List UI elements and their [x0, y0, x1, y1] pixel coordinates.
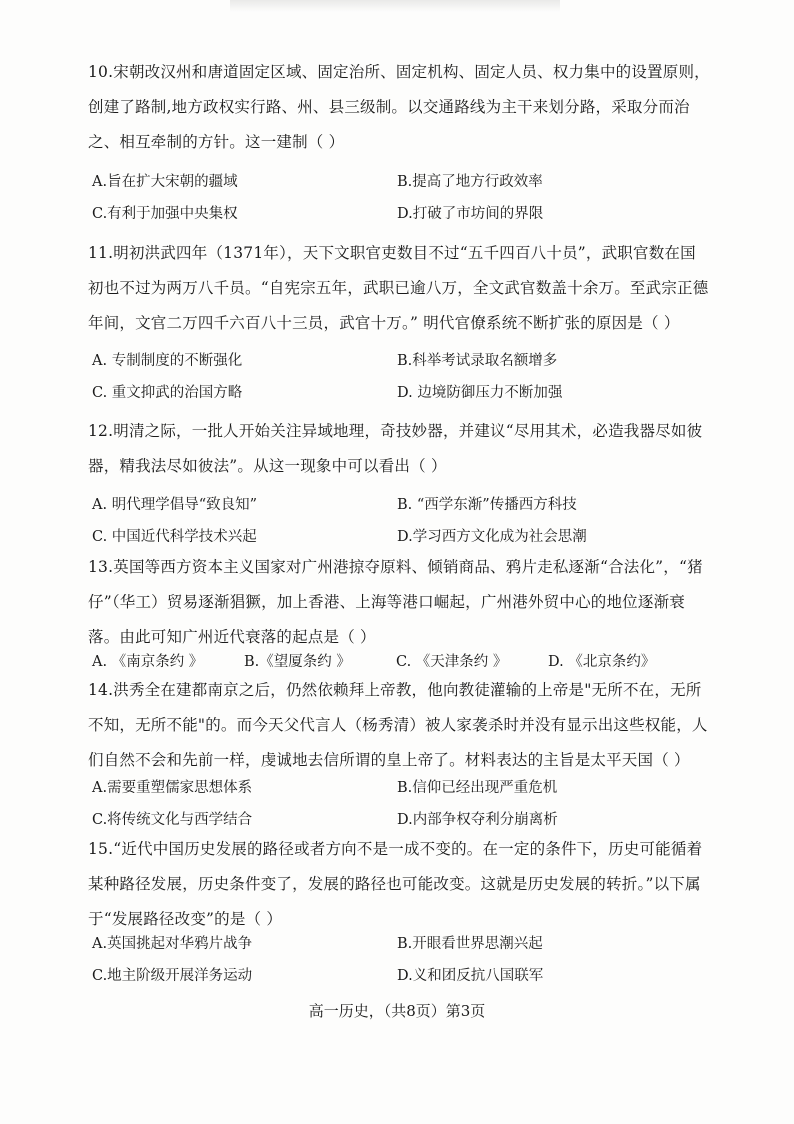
question-12: 12.明清之际，一批人开始关注异域地理，奇技妙器，并建议“尽用其术，必造我器尽如彼器，精我法尽如彼法”。从这一现象中可以看出（ ） [88, 422, 703, 475]
option-a: A. 《南京条约 》 [92, 653, 204, 670]
option-b: B.提高了地方行政效率 [397, 173, 543, 190]
option-a: A. 专制制度的不断强化 [92, 352, 243, 369]
question-15: 15.“近代中国历史发展的路径或者方向不是一成不变的。在一定的条件下，历史可能循着某种路径发展，历史条件变了，发展的路径也可能改变。这就是历史发展的转折。”以下属于“发展路径改变”的是（ ） [88, 840, 703, 928]
option-c: C. 中国近代科学技术兴起 [92, 528, 257, 545]
question-10: 10.宋朝改汉州和唐道固定区域、固定治所、固定机构、固定人员、权力集中的设置原则，创建了路制,地方政权实行路、州、县三级制。以交通路线为主干来划分路，采取分而治之、相互牵制的方针。这一建制（ ） [88, 63, 710, 151]
option-d: D.内部争权夺利分崩离析 [397, 811, 558, 828]
option-b: B.科举考试录取名额增多 [397, 352, 558, 369]
option-d: D. 边境防御压力不断加强 [397, 384, 563, 401]
option-d: D.义和团反抗八国联军 [397, 967, 544, 984]
option-c: C. 《天津条约 》 [396, 653, 508, 670]
question-13-options [92, 644, 702, 676]
question-13: 13.英国等西方资本主义国家对广州港掠夺原料、倾销商品、鸦片走私逐渐“合法化”，“猪仔”（华工）贸易逐渐猖獗，加上香港、上海等港口崛起，广州港外贸中心的地位逐渐衰落。由此可知广州近代衰落的起点是（ ） [88, 558, 703, 646]
question-12-options [92, 487, 702, 551]
option-b: B.开眼看世界思潮兴起 [397, 935, 543, 952]
option-a: A.旨在扩大宋朝的疆域 [92, 173, 238, 190]
option-b: B. “西学东渐”传播西方科技 [397, 496, 577, 513]
option-d: D.打破了市坊间的界限 [397, 205, 544, 222]
scan-shadow [230, 0, 560, 12]
question-11: 11.明初洪武四年（1371年），天下文职官吏数目不过“五千四百八十员”，武职官数在国初也不过为两万八千员。“自宪宗五年，武职已逾八万，全文武官数盖十余万。至武宗正德年间，文官二万四千六百八十三员，武官十万。” 明代官僚系统不断扩张的原因是（ ） [88, 244, 709, 332]
option-c: C.有利于加强中央集权 [92, 205, 238, 222]
page-footer: 高一历史，（共8页）第3页 [308, 1002, 486, 1020]
option-c: C.将传统文化与西学结合 [92, 811, 253, 828]
question-14: 14.洪秀全在建都南京之后，仍然依赖拜上帝教，他向教徒灌输的上帝是"无所不在，无所不知，无所不能"的。而今天父代言人（杨秀清）被人家袭杀时并没有显示出这些权能，人们自然不会和先前一样，虔诚地去信所谓的皇上帝了。材料表达的主旨是太平天国（ ） [88, 681, 708, 769]
option-c: C.地主阶级开展洋务运动 [92, 967, 253, 984]
option-a: A.需要重塑儒家思想体系 [92, 779, 253, 796]
option-c: C. 重文抑武的治国方略 [92, 384, 243, 401]
option-b: B.《望厦条约 》 [244, 653, 351, 670]
option-d: D. 《北京条约》 [548, 653, 656, 670]
question-14-options [92, 770, 702, 834]
option-a: A.英国挑起对华鸦片战争 [92, 935, 253, 952]
option-b: B.信仰已经出现严重危机 [397, 779, 558, 796]
question-10-options [92, 164, 702, 228]
question-11-options [92, 343, 702, 407]
option-d: D.学习西方文化成为社会思潮 [397, 528, 587, 545]
question-15-options [92, 926, 702, 990]
option-a: A. 明代理学倡导“致良知” [92, 496, 258, 513]
